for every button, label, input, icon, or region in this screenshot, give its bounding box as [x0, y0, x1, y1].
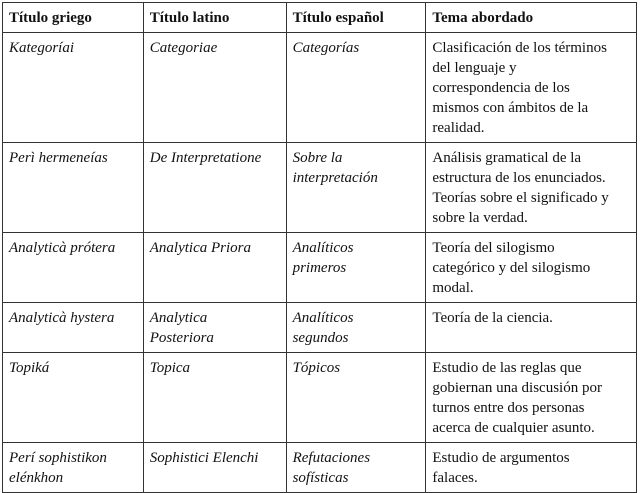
cell-spanish-title: Refutaciones sofísticas: [286, 443, 426, 493]
cell-spanish-title: Analíticos primeros: [286, 233, 426, 303]
cell-spanish-title: Tópicos: [286, 353, 426, 443]
table-row: [3, 303, 637, 353]
header-greek-title: Título griego: [3, 3, 144, 33]
header-row: [3, 3, 637, 33]
cell-latin-title: Analytica Posteriora: [143, 303, 286, 353]
header-latin-title: Título latino: [143, 3, 286, 33]
cell-latin-title: Categoriae: [143, 33, 286, 143]
header-spanish-title: Título español: [286, 3, 426, 33]
cell-latin-title: De Interpretatione: [143, 143, 286, 233]
cell-latin-title: Analytica Priora: [143, 233, 286, 303]
cell-greek-title: Analyticà hystera: [3, 303, 144, 353]
header-topic: Tema abordado: [426, 3, 637, 33]
table-row: [3, 353, 637, 443]
cell-topic: Clasificación de los términos del lenguaje y correspondencia de los mismos con ámbitos de la realidad.: [426, 33, 637, 143]
cell-topic: Teoría de la ciencia.: [426, 303, 637, 353]
cell-topic: Estudio de argumentos falaces.: [426, 443, 637, 493]
cell-topic: Estudio de las reglas que gobiernan una discusión por turnos entre dos personas acerca de cualquier asunto.: [426, 353, 637, 443]
cell-greek-title: Perì hermeneías: [3, 143, 144, 233]
cell-topic: Análisis gramatical de la estructura de los enunciados. Teorías sobre el significado y sobre la verdad.: [426, 143, 637, 233]
cell-latin-title: Topica: [143, 353, 286, 443]
aristotle-works-table: [2, 2, 637, 493]
cell-spanish-title: Categorías: [286, 33, 426, 143]
cell-greek-title: Topiká: [3, 353, 144, 443]
table-row: [3, 143, 637, 233]
table-row: [3, 233, 637, 303]
table-row: [3, 33, 637, 143]
cell-spanish-title: Sobre la interpretación: [286, 143, 426, 233]
cell-greek-title: Kategoríai: [3, 33, 144, 143]
cell-greek-title: Analyticà prótera: [3, 233, 144, 303]
table-row: [3, 443, 637, 493]
cell-spanish-title: Analíticos segundos: [286, 303, 426, 353]
cell-greek-title: Perí sophistikon elénkhon: [3, 443, 144, 493]
cell-topic: Teoría del silogismo categórico y del silogismo modal.: [426, 233, 637, 303]
cell-latin-title: Sophistici Elenchi: [143, 443, 286, 493]
